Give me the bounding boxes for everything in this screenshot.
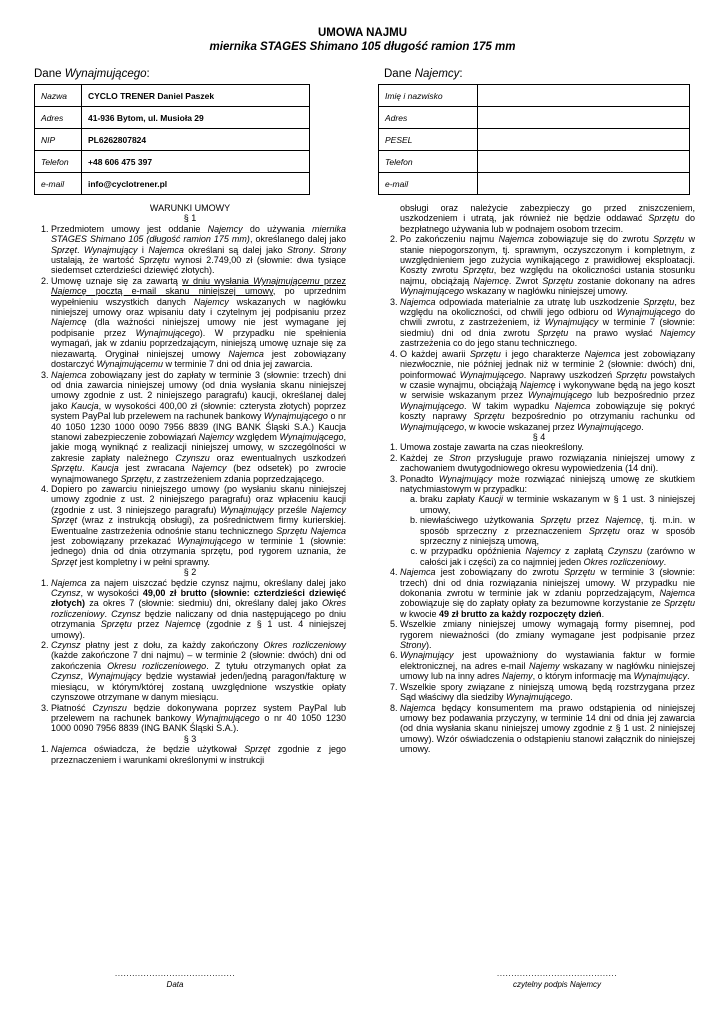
list-item: a. braku zapłaty Kaucji w terminie wskazanym w § 1 ust. 3 niniejszej umowy, xyxy=(420,494,695,515)
section-1-list xyxy=(34,224,346,567)
section-3-list-continued xyxy=(383,234,695,432)
section-heading: § 1 xyxy=(183,213,197,224)
lessee-email-field[interactable] xyxy=(478,173,690,195)
list-item: 3. Ponadto Wynajmujący może rozwiązać niniejszą umowę ze skutkiem natychmiastowym w przypadku: a. braku zapłaty Kaucji w terminie wskazanym w § 1 ust. 3 niniejszej umowy, b. niewłaściwego użytkowania Sprzętu przez Najemcę, tj. m.in. w sposób sprzeczny z przeznaczeniem Sprzętu oraz w sposób sprzeczny z niniejszą umową, c. w przypadku opóźnienia Najemcy z zapłatą Czynszu (zarówno w całości jak i części) za co najmniej jeden Okres rozliczeniowy. xyxy=(400,474,695,568)
lessor-label: Dane Wynajmującego: xyxy=(34,68,150,80)
list-item: 1. Umowa zostaje zawarta na czas nieokreślony. xyxy=(400,442,695,452)
table-row: PESEL xyxy=(379,129,690,151)
list-item: 7. Wszelkie spory związane z niniejszą umową będą rozstrzygana przez Sąd właściwy dla siedziby Wynajmującego. xyxy=(400,682,695,703)
list-item: 4. Dopiero po zawarciu niniejszego umowy (po wysłaniu skanu niniejszej umowy zgodnie z ust. 2 niniejszego paragrafu) oraz wpłaceniu kaucji (zgodnie z ust. 3 niniejszego paragrafu) Wynajmujący prześle Najemcy Sprzęt (wraz z instrukcją obsługi), za pośrednictwem firmy kurierskiej. Ewentualne zastrzeżenia odnośnie stanu technicznego Sprzętu Najemca jest zobowiązany przekazać Wynajmującego w terminie 1 (słownie: jednego) dnia od dnia otrzymania sprzętu, pod rygorem uznania, że Sprzęt jest kompletny i w pełni sprawny. xyxy=(51,484,346,567)
table-row: Adres 41-936 Bytom, ul. Musioła 29 xyxy=(35,107,310,129)
title-main: UMOWA NAJMU xyxy=(317,27,407,39)
list-item: 1. Najemca za najem uiszczać będzie czynsz najmu, określany dalej jako Czynsz, w wysokości 49,00 zł brutto (słownie: czterdzieści dziewięć złotych) za okres 7 (słownie: siedmiu) dni, określany dalej jako Okres rozliczeniowy. Czynsz będzie naliczany od dnia następującego po dniu otrzymania Sprzętu przez Najemcę (zgodnie z § 1 ust. 4 niniejszej umowy). xyxy=(51,578,346,640)
list-item: b. niewłaściwego użytkowania Sprzętu przez Najemcę, tj. m.in. w sposób sprzeczny z przeznaczeniem Sprzętu oraz w sposób sprzeczny z niniejszą umową, xyxy=(420,515,695,546)
lessor-table xyxy=(34,84,310,195)
section-4-list xyxy=(383,442,695,754)
date-line[interactable]: .......................................... xyxy=(114,968,236,978)
lessee-address-field[interactable] xyxy=(478,107,690,129)
list-item: 2. Czynsz płatny jest z dołu, za każdy zakończony Okres rozliczeniowy (każde zakończone 7 dni najmu) – w terminie 2 (słownie: dwóch) dni od zakończenia Okresu rozliczeniowego. Z tytułu otrzymanych opłat za Czynsz, Wynajmujący będzie wystawiał jeden/jedną paragon/fakturę w miesiącu, w którym/której zostaną uwzględnione wszystkie opłaty czynszowe otrzymane w danym miesiącu. xyxy=(51,640,346,702)
terms-column-right xyxy=(383,203,695,755)
list-item: 3. Najemca zobowiązany jest do zapłaty w terminie 3 (słownie: trzech) dni od dnia zawarcia niniejszej umowy (od dnia wysłania skanu niniejszej umowy zgodnie z ust. 2 niniejszego paragrafu) kaucji, określanej dalej jako Kaucja, w wysokości 400,00 zł (słownie: czterysta złotych) poprzez system PayPal lub przelewem na rachunek bankowy Wynajmującego o nr 40 1050 1230 1000 0090 7956 8839 (ING BANK Śląski S.A.) Kaucja stanowi zabezpieczenie zobowiązań Najemcy względem Wynajmującego, jakie mogą wyniknąć z realizacji niniejszej umowy, w szczególności w zakresie zapłaty należnego Czynszu oraz ewentualnych uszkodzeń Sprzętu. Kaucja jest zwracana Najemcy (bez odsetek) po zwrocie wynajmowanego Sprzętu, z zastrzeżeniem zdania poprzedzającego. xyxy=(51,370,346,484)
table-row: Telefon xyxy=(379,151,690,173)
title-subtitle: miernika STAGES Shimano 105 długość ramion 175 mm xyxy=(209,41,516,53)
list-item: 4. O każdej awarii Sprzętu i jego charakterze Najemca jest zobowiązany niezwłocznie, nie później jednak niż w terminie 2 (słownie: dwóch) dni, poinformować Wynajmującego. Naprawy uszkodzeń Sprzętu powstałych w czasie wynajmu, obciążają Najemcę i wykonywane będą na jego koszt w serwisie wskazanym przez Wynajmującego lub bezpośrednio przez Wynajmującego. W takim wypadku Najemca zobowiązuje się pokryć koszty naprawy Sprzętu bezpośrednio po otrzymaniu rachunku od Wynajmującego, w kwocie wskazanej przez Wynajmującego. xyxy=(400,349,695,432)
list-item: c. w przypadku opóźnienia Najemcy z zapłatą Czynszu (zarówno w całości jak i części) za co najmniej jeden Okres rozliczeniowy. xyxy=(420,546,695,567)
table-row: Adres xyxy=(379,107,690,129)
list-item: 5. Wszelkie zmiany niniejszej umowy wymagają formy pisemnej, pod rygorem nieważności (do zmiany wymagane jest podpisanie przez Strony). xyxy=(400,619,695,650)
list-item: 6. Wynajmujący jest upoważniony do wystawiania faktur w formie elektronicznej, na adres e-mail Najemy wskazany w nagłówku niniejszej umowy lub na inny adres Najemy, o którym informację ma Wynajmujący. xyxy=(400,650,695,681)
lessee-name-field[interactable] xyxy=(478,85,690,107)
table-row: Telefon +48 606 475 397 xyxy=(35,151,310,173)
termination-reasons xyxy=(400,494,695,567)
list-item: 4. Najemca jest zobowiązany do zwrotu Sprzętu w terminie 3 (słownie: trzech) dni od dnia rozwiązania niniejszej umowy. W przypadku nie dokonania zwrotu w terminie jak w zdaniu poprzedzającym, Najemca zobowiązuje się do zapłaty opłaty za bezumowne korzystanie ze Sprzętu w kwocie 49 zł brutto za każdy rozpoczęty dzień. xyxy=(400,567,695,619)
section-heading: § 2 xyxy=(183,567,197,578)
table-row: e-mail xyxy=(379,173,690,195)
continuation-text: obsługi oraz należycie zabezpieczy go przed zniszczeniem, uszkodzeniem i utratą, jak również nie będzie oddawać Sprzętu do bezpłatnego używania lub w podnajem osobom trzecim. xyxy=(400,203,696,234)
list-item: 8. Najemca będący konsumentem ma prawo odstąpienia od niniejszej umowy bez podawania przyczyny, w terminie 14 dni od dnia jej zawarcia (od dnia wysłania skanu niniejszej umowy zgodnie z § 1 ust. 2 niniejszej umowy). Wzór oświadczenia o odstąpieniu stanowi załącznik do niniejszej umowy. xyxy=(400,703,695,755)
table-row: e-mail info@cyclotrener.pl xyxy=(35,173,310,195)
lessee-label: Dane Najemcy: xyxy=(384,68,463,80)
list-item: 1. Najemca oświadcza, że będzie użytkował Sprzęt zgodnie z jego przeznaczeniem i warunkami określonymi w instrukcji xyxy=(51,744,346,765)
list-item: 1. Przedmiotem umowy jest oddanie Najemcy do używania miernika STAGES Shimano 105 (długość ramion 175 mm), określanego dalej jako Sprzęt. Wynajmujący i Najemca określani są dalej jako Strony. Strony ustalają, że wartość Sprzętu wynosi 2.749,00 zł (słownie: dwa tysiące siedemset czterdzieści dziewięć złotych). xyxy=(51,224,346,276)
lessee-phone-field[interactable] xyxy=(478,151,690,173)
table-row: NIP PL6262807824 xyxy=(35,129,310,151)
section-2-list xyxy=(34,578,346,734)
lessee-pesel-field[interactable] xyxy=(478,129,690,151)
section-3-list xyxy=(34,744,346,765)
document-title xyxy=(0,26,725,54)
section-heading: § 3 xyxy=(183,733,197,744)
date-signature-block xyxy=(80,968,270,989)
table-row: Imię i nazwisko xyxy=(379,85,690,107)
lessee-signature-block xyxy=(462,968,652,989)
list-item: 3. Płatność Czynszu będzie dokonywana poprzez system PayPal lub przelewem na rachunek bankowy Wynajmującego o nr 40 1050 1230 1000 0090 7956 8839 (ING BANK Śląski S.A.). xyxy=(51,703,346,734)
section-heading: § 4 xyxy=(532,431,546,442)
list-item: 2. Po zakończeniu najmu Najemca zobowiązuje się do zwrotu Sprzętu w stanie niepogorszonym, tj. sprawnym, oczyszczonym i kompletnym, z uwzględnieniem jego zużycia wynikającego z prawidłowej eksploatacji. Koszty zwrotu Sprzętu, bez względu na okoliczności ustania stosunku najmu, obciążają Najemcę. Zwrot Sprzętu zostanie dokonany na adres Wynajmującego wskazany w nagłówku niniejszej umowy. xyxy=(400,234,695,296)
lessee-table xyxy=(378,84,690,195)
terms-heading: WARUNKI UMOWY xyxy=(149,203,231,213)
list-item: 2. Umowę uznaje się za zawartą w dniu wysłania Wynajmującemu przez Najemcę pocztą e-mail skanu niniejszej umowy, po uprzednim wypełnieniu wszystkich danych Najemcy wskazanych w nagłówku niniejszej umowy oraz wpisaniu daty i czytelnym jej podpisaniu przez Najemcę (dla ważności niniejszej umowy nie jest wymagane jej podpisanie przez Wynajmującego). W przypadku nie spełnienia wymagań, jak w zdaniu poprzedzającym, niniejszą umowę uznaje się za niezawartą. Oryginał niniejszej umowy Najemca jest zobowiązany dostarczyć Wynajmującemu w terminie 7 dni od dnia jej zawarcia. xyxy=(51,276,346,370)
signature-line[interactable]: .......................................... xyxy=(496,968,618,978)
signature-caption: czytelny podpis Najemcy xyxy=(512,980,602,989)
list-item: 3. Najemca odpowiada materialnie za utratę lub uszkodzenie Sprzętu, bez względu na okoliczności, od chwili jego odbioru od Wynajmującego do chwili zwrotu, z zastrzeżeniem, iż Wynajmujący w terminie 7 (słownie: siedmiu) dni od dnia zwrotu Sprzętu na prawo wysłać Najemcy zastrzeżenia co do jego stanu technicznego. xyxy=(400,297,695,349)
terms-column-left xyxy=(34,203,346,765)
date-caption: Data xyxy=(166,980,184,989)
list-item: 2. Każdej ze Stron przysługuje prawo rozwiązania niniejszej umowy z zachowaniem dwutygodniowego okresu wypowiedzenia (14 dni). xyxy=(400,453,695,474)
table-row: Nazwa CYCLO TRENER Daniel Paszek xyxy=(35,85,310,107)
